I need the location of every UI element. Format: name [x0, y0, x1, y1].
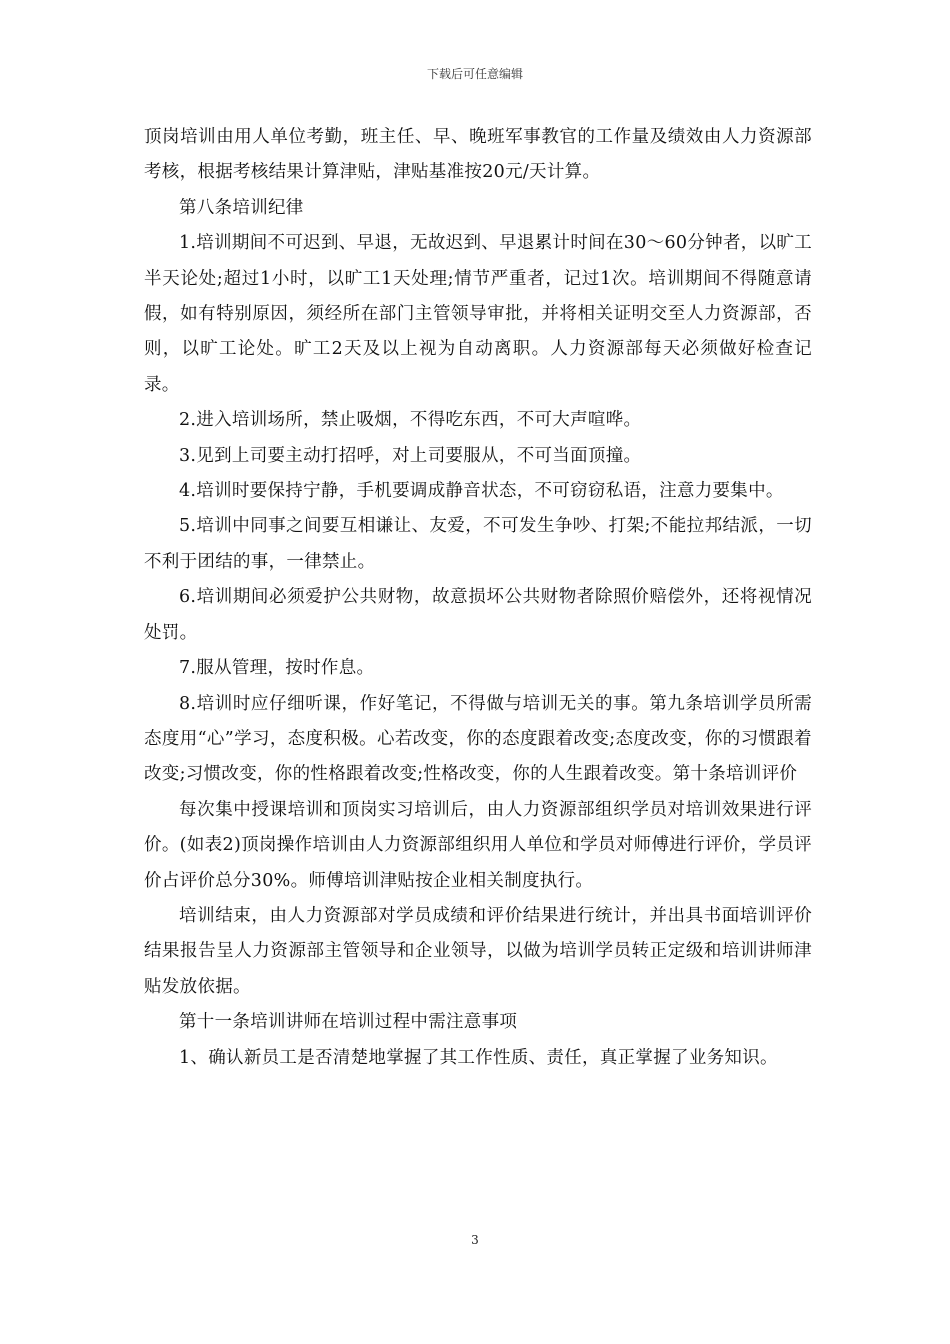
paragraph: 3.见到上司要主动打招呼，对上司要服从，不可当面顶撞。: [179, 445, 642, 466]
paragraph: 每次集中授课培训和顶岗实习培训后，由人力资源部组织学员对培训效果进行评价。(如表2)顶岗操作培训由人力资源部组织用人单位和学员对师傅进行评价，学员评价占评价总分30%。师傅培训津贴按企业相关制度执行。: [144, 799, 812, 891]
document-body: [144, 120, 812, 1076]
section-heading: 第八条培训纪律: [179, 197, 304, 218]
paragraph: 顶岗培训由用人单位考勤，班主任、早、晚班军事教官的工作量及绩效由人力资源部考核，根据考核结果计算津贴，津贴基准按20元/天计算。: [144, 127, 812, 183]
paragraph: 8.培训时应仔细听课，作好笔记，不得做与培训无关的事。第九条培训学员所需态度用“心”学习，态度积极。心若改变，你的态度跟着改变;态度改变，你的习惯跟着改变;习惯改变，你的性格跟着改变;性格改变，你的人生跟着改变。第十条培训评价: [144, 693, 812, 785]
section-heading: 第十一条培训讲师在培训过程中需注意事项: [179, 1012, 518, 1033]
paragraph: 2.进入培训场所，禁止吸烟，不得吃东西，不可大声喧哗。: [179, 410, 642, 431]
paragraph: 5.培训中同事之间要互相谦让、友爱，不可发生争吵、打架;不能拉邦结派，一切不利于团结的事，一律禁止。: [144, 516, 812, 572]
paragraph: 6.培训期间必须爱护公共财物，故意损坏公共财物者除照价赔偿外，还将视情况处罚。: [144, 587, 812, 643]
paragraph: 1、确认新员工是否清楚地掌握了其工作性质、责任，真正掌握了业务知识。: [179, 1047, 778, 1068]
paragraph: 培训结束，由人力资源部对学员成绩和评价结果进行统计，并出具书面培训评价结果报告呈人力资源部主管领导和企业领导，以做为培训学员转正定级和培训讲师津贴发放依据。: [144, 905, 812, 997]
paragraph: 4.培训时要保持宁静，手机要调成静音状态，不可窃窃私语，注意力要集中。: [179, 481, 784, 502]
page-number: 3: [471, 1233, 479, 1247]
page-header: 下载后可任意编辑: [426, 67, 523, 81]
paragraph: 7.服从管理，按时作息。: [179, 658, 375, 679]
paragraph: 1.培训期间不可迟到、早退，无故迟到、早退累计时间在30～60分钟者，以旷工半天论处;超过1小时，以旷工1天处理;情节严重者，记过1次。培训期间不得随意请假，如有特别原因，须经所在部门主管领导审批，并将相关证明交至人力资源部，否则，以旷工论处。旷工2天及以上视为自动离职。人力资源部每天必须做好检查记录。: [144, 233, 812, 395]
